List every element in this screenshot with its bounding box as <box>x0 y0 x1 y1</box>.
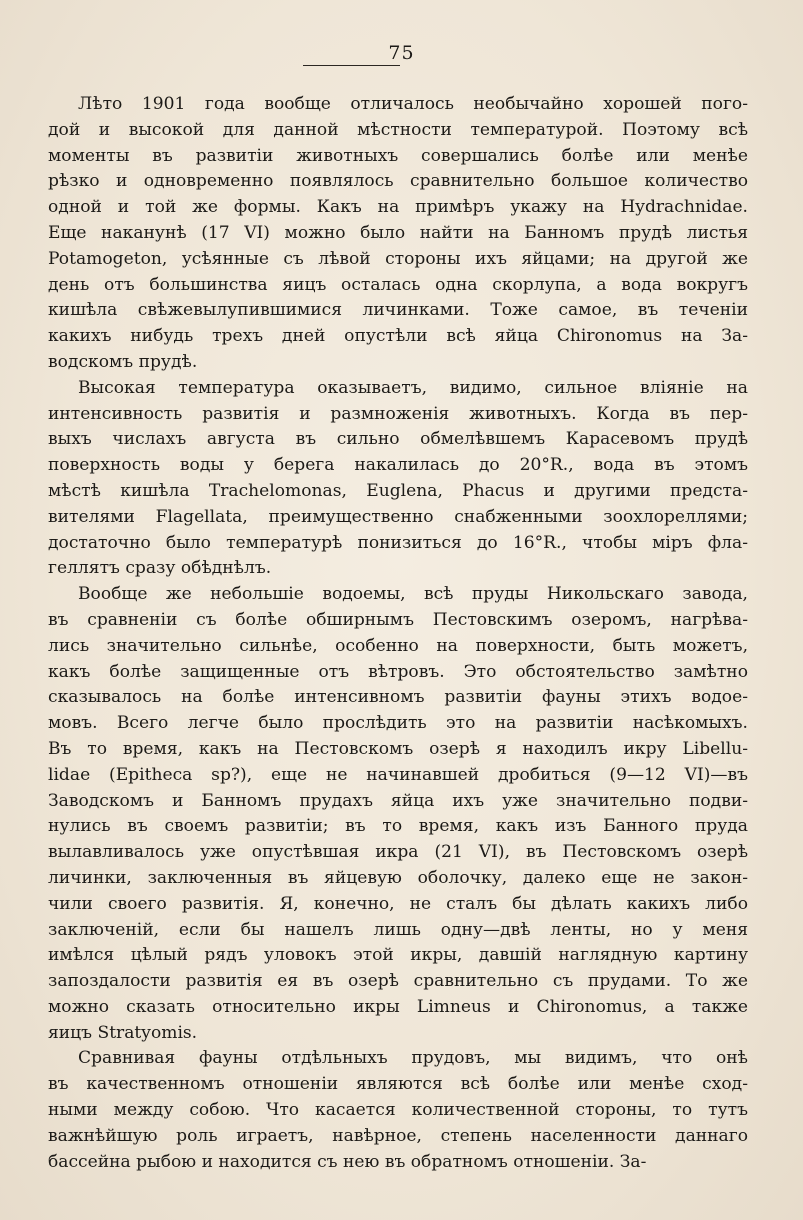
text-line: какихъ нибудь трехъ дней опустѣли всѣ яйца Chironomus на За- <box>48 326 748 347</box>
text-line: день отъ большинства яицъ осталась одна скорлупа, а вода вокругъ <box>48 274 748 295</box>
text-line: интенсивность развитія и размноженія животныхъ. Когда въ пер- <box>48 403 748 424</box>
text-line: Вообще же небольшіе водоемы, всѣ пруды Никольскаго завода, <box>78 584 748 605</box>
paragraph <box>48 92 748 376</box>
text-line: чили своего развитія. Я, конечно, не сталъ бы дѣлать какихъ либо <box>48 893 748 914</box>
text-line: Еще наканунѣ (17 VI) можно было найти на Банномъ прудѣ листья <box>48 222 748 243</box>
paragraph <box>48 1046 748 1175</box>
text-line: въ качественномъ отношеніи являются всѣ болѣе или менѣе сход- <box>48 1074 748 1095</box>
text-line: поверхность воды у берега накалилась до 20°R., вода въ этомъ <box>48 455 748 476</box>
text-line: Лѣто 1901 года вообще отличалось необычайно хорошей пого- <box>78 94 748 114</box>
text-line: мѣстѣ кишѣла Trachelomonas, Euglena, Phacus и другими предста- <box>48 480 748 501</box>
text-line: заключеній, если бы нашелъ лишь одну—двѣ ленты, но у меня <box>48 919 748 940</box>
text-line: кишѣла свѣжевылупившимися личинками. Тоже самое, въ теченіи <box>48 300 748 321</box>
text-line: какъ болѣе защищенные отъ вѣтровъ. Это обстоятельство замѣтно <box>48 661 748 682</box>
text-line: геллятъ сразу обѣднѣлъ. <box>48 558 272 579</box>
text-line: вылавливалось уже опустѣвшая икра (21 VI), въ Пестовскомъ озерѣ <box>48 842 748 863</box>
text-line: можно сказать относительно икры Limneus и Chironomus, а также <box>48 996 748 1017</box>
text-line: вителями Flagellata, преимущественно снабженными зоохлореллями; <box>48 506 748 527</box>
text-line: лись значительно сильнѣе, особенно на поверхности, быть можетъ, <box>48 635 748 656</box>
text-line: моменты въ развитіи животныхъ совершались болѣе или менѣе <box>48 145 748 166</box>
text-line: выхъ числахъ августа въ сильно обмелѣвшемъ Карасевомъ прудѣ <box>48 429 748 450</box>
text-line: Potamogeton, усѣянные съ лѣвой стороны ихъ яйцами; на другой же <box>48 248 748 269</box>
text-line: нулись въ своемъ развитіи; въ то время, какъ изъ Банного пруда <box>48 816 748 837</box>
text-line: lidae (Epitheca sp?), еще не начинавшей дробиться (9—12 VI)—въ <box>48 764 748 785</box>
header-rule <box>303 65 400 66</box>
text-line: водскомъ прудѣ. <box>48 351 198 372</box>
text-line: въ сравненіи съ болѣе обширнымъ Пестовскимъ озеромъ, нагрѣва- <box>48 609 748 630</box>
text-line: сказывалось на болѣе интенсивномъ развитіи фауны этихъ водое- <box>48 687 748 708</box>
text-line: яицъ Stratyomis. <box>48 1022 198 1043</box>
text-line: ными между собою. Что касается количественной стороны, то тутъ <box>48 1100 748 1121</box>
text-line: личинки, заключенныя въ яйцевую оболочку, далеко еще не закон- <box>48 867 748 888</box>
text-line: Высокая температура оказываетъ, видимо, сильное вліяніе на <box>78 377 748 398</box>
page-number: 75 <box>388 42 415 64</box>
paragraph <box>48 582 748 1046</box>
text-line: имѣлся цѣлый рядъ уловокъ этой икры, давшій наглядную картину <box>48 945 748 966</box>
text-line: мовъ. Всего легче было прослѣдить это на развитіи насѣкомыхъ. <box>48 713 748 734</box>
text-line: Сравнивая фауны отдѣльныхъ прудовъ, мы видимъ, что онѣ <box>78 1048 748 1069</box>
paragraph <box>48 376 748 582</box>
text-line: Заводскомъ и Банномъ прудахъ яйца ихъ уже значительно подви- <box>48 790 748 811</box>
text-line: достаточно было температурѣ понизиться до 16°R., чтобы міръ фла- <box>48 532 748 553</box>
body-text <box>48 92 748 1175</box>
text-line: дой и высокой для данной мѣстности температурой. Поэтому всѣ <box>48 119 748 140</box>
text-line: бассейна рыбою и находится съ нею въ обратномъ отношеніи. За- <box>48 1151 647 1172</box>
text-line: важнѣйшую роль играетъ, навѣрное, степень населенности даннаго <box>48 1125 748 1146</box>
text-line: запоздалости развитія ея въ озерѣ сравнительно съ прудами. То же <box>48 971 748 992</box>
text-line: рѣзко и одновременно появлялось сравнительно большое количество <box>48 171 748 192</box>
text-line: одной и той же формы. Какъ на примѣръ укажу на Hydrachnidae. <box>48 197 748 218</box>
text-line: Въ то время, какъ на Пестовскомъ озерѣ я находилъ икру Libellu- <box>48 738 748 759</box>
